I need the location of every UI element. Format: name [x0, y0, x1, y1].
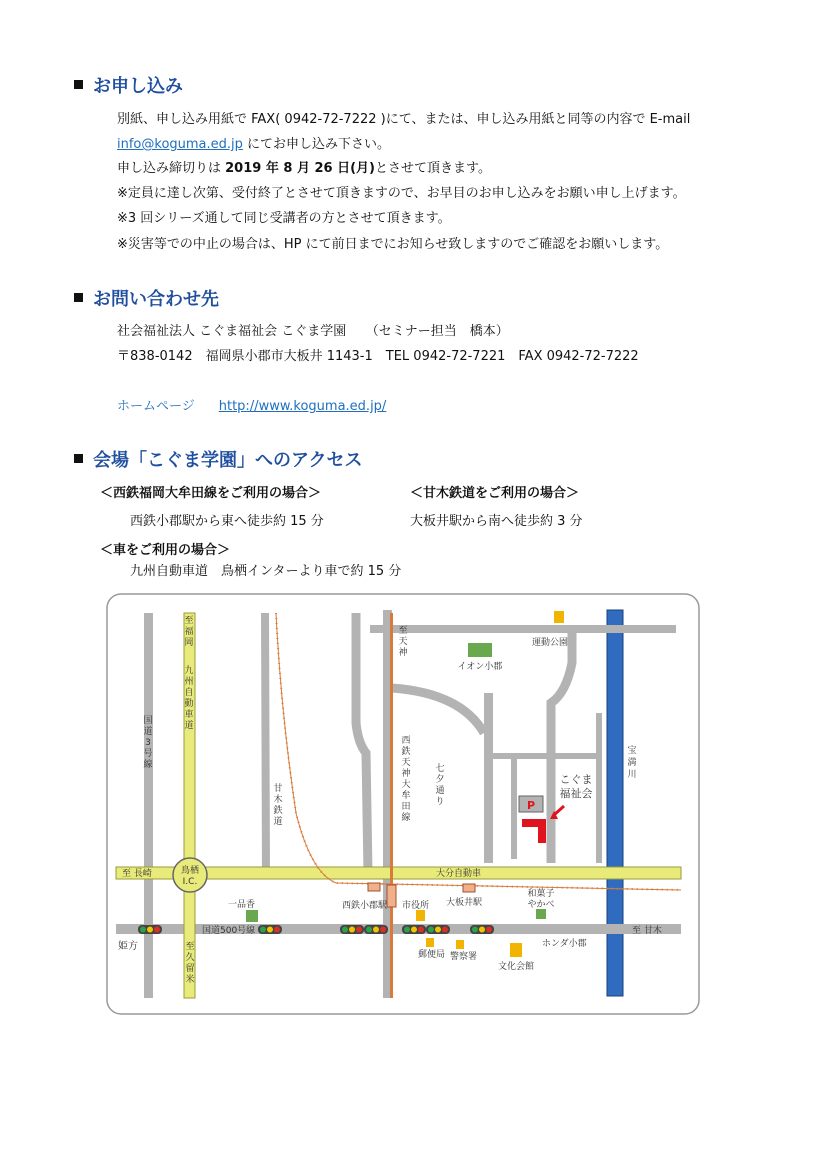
- label-post: 郵便局: [418, 950, 446, 960]
- label-aeon: イオン小郡: [457, 662, 503, 672]
- amagi-side-road: [265, 613, 266, 873]
- koguma-upper-road: [491, 753, 601, 759]
- deadline-prefix: 申し込み締切りは: [117, 161, 226, 176]
- homan-river: [607, 610, 623, 996]
- bunka-marker: [510, 943, 522, 957]
- label-homan: 宝満川: [627, 746, 637, 780]
- label-tenjin: 至天神: [398, 626, 408, 658]
- homepage-line: [117, 395, 386, 414]
- nishitetsu-ogori-station: [368, 883, 380, 891]
- label-route3: 国道 3 号線: [143, 716, 153, 770]
- section-title: お問い合わせ先: [93, 289, 219, 310]
- label-amagi: 至 甘木: [632, 926, 662, 936]
- nishitetsu-heading: ＜西鉄福岡大牟田線をご利用の場合＞: [100, 486, 322, 501]
- label-park: 運動公園: [531, 638, 569, 648]
- route3-road: [144, 613, 153, 998]
- label-expressway: 九州自動車道: [184, 666, 194, 731]
- amagi-heading: ＜甘木鉄道をご利用の場合＞: [410, 486, 580, 501]
- label-kurume: 至久留米: [185, 942, 195, 985]
- amagi-text: 大板井駅から南へ徒歩約 3 分: [410, 514, 583, 529]
- oitai-station: [463, 884, 475, 892]
- section-contact-heading: [74, 285, 219, 311]
- label-tosu-ic: 鳥栖 I.C.: [180, 866, 200, 887]
- note-2: ※3 回シリーズ通して同じ受講者の方とさせて頂きます。: [117, 211, 451, 226]
- deadline-suffix: とさせて頂きます。: [374, 161, 491, 176]
- label-bunka: 文化会館: [498, 962, 535, 972]
- route500-road: [116, 924, 681, 934]
- label-police: 警察署: [450, 952, 478, 962]
- square-bullet-icon: [74, 80, 83, 89]
- section-apply-heading: [74, 72, 183, 98]
- koguma-right-road: [596, 713, 602, 863]
- note-1: ※定員に達し次第、受付終了とさせて頂きますので、お早目のお申し込みをお願い申し上げます。: [117, 186, 686, 201]
- deadline-line: [117, 157, 491, 176]
- label-ippinko: 一品香: [228, 900, 256, 910]
- label-wagashi: 和菓子やかべ: [527, 889, 555, 910]
- label-tanabata: 七夕通り: [435, 764, 445, 807]
- apply-line2: [117, 133, 390, 152]
- section-access-heading: [74, 446, 362, 472]
- railway-crossing: [387, 885, 396, 907]
- label-nishitetsu-line: 西鉄天神大牟田線: [401, 736, 411, 823]
- nishitetsu-railway: [390, 613, 393, 998]
- label-koguma: こぐま福祉会: [559, 773, 593, 800]
- label-oitai-sta: 大板井駅: [446, 898, 483, 908]
- ippinko-marker: [246, 910, 258, 922]
- note-3: ※災害等での中止の場合は、HP にて前日までにお知らせ致しますのでご確認をお願いします。: [117, 237, 669, 252]
- apply-line2-suffix: にてお申し込み下さい。: [242, 137, 391, 152]
- label-honda: ホンダ小郡: [542, 939, 587, 949]
- contact-org: 社会福祉法人 こぐま福祉会 こぐま学園 （セミナー担当 橋本）: [117, 324, 509, 339]
- homepage-label: ホームページ: [117, 399, 195, 414]
- car-text: 九州自動車道 鳥栖インターより車で約 15 分: [130, 564, 402, 579]
- top-road: [370, 625, 676, 633]
- label-route500: 国道500号線: [202, 926, 256, 936]
- homepage-link[interactable]: http://www.koguma.ed.jp/: [218, 399, 387, 414]
- section-title: お申し込み: [93, 76, 183, 97]
- label-nishitetsu-ogori: 西鉄小郡駅: [342, 901, 388, 911]
- city-hall-marker: [416, 910, 425, 921]
- tanabata-road: [484, 693, 493, 863]
- car-heading: ＜車をご利用の場合＞: [100, 543, 231, 558]
- park-marker: [554, 611, 564, 623]
- label-city-hall: 市役所: [402, 901, 430, 911]
- label-nagasaki: 至 長崎: [122, 869, 152, 879]
- label-himekata: 姫方: [118, 941, 138, 952]
- police-marker: [456, 940, 464, 949]
- deadline-date: 2019 年 8 月 26 日(月): [225, 161, 375, 176]
- apply-line1: 別紙、申し込み用紙で FAX( 0942-72-7222 )にて、または、申し込み用紙と同等の内容で E-mail: [117, 112, 691, 127]
- email-link[interactable]: info@koguma.ed.jp: [117, 137, 243, 152]
- koguma-left-road: [511, 759, 517, 859]
- nishitetsu-text: 西鉄小郡駅から東へ徒歩約 15 分: [130, 514, 324, 529]
- label-fukuoka: 至福岡: [184, 616, 194, 648]
- wagashi-marker: [536, 909, 546, 919]
- contact-address: 〒838-0142 福岡県小郡市大板井 1143-1 TEL 0942-72-7221 FAX 0942-72-7222: [117, 349, 639, 364]
- square-bullet-icon: [74, 293, 83, 302]
- label-oita-exp: 大分自動車: [436, 869, 482, 879]
- section-title: 会場「こぐま学園」へのアクセス: [93, 450, 363, 471]
- label-amagi-rail: 甘木鉄道: [273, 784, 283, 827]
- post-marker: [426, 938, 434, 947]
- parking-icon: P: [526, 799, 536, 812]
- aeon-building: [468, 643, 492, 657]
- access-map: [106, 593, 700, 1015]
- square-bullet-icon: [74, 454, 83, 463]
